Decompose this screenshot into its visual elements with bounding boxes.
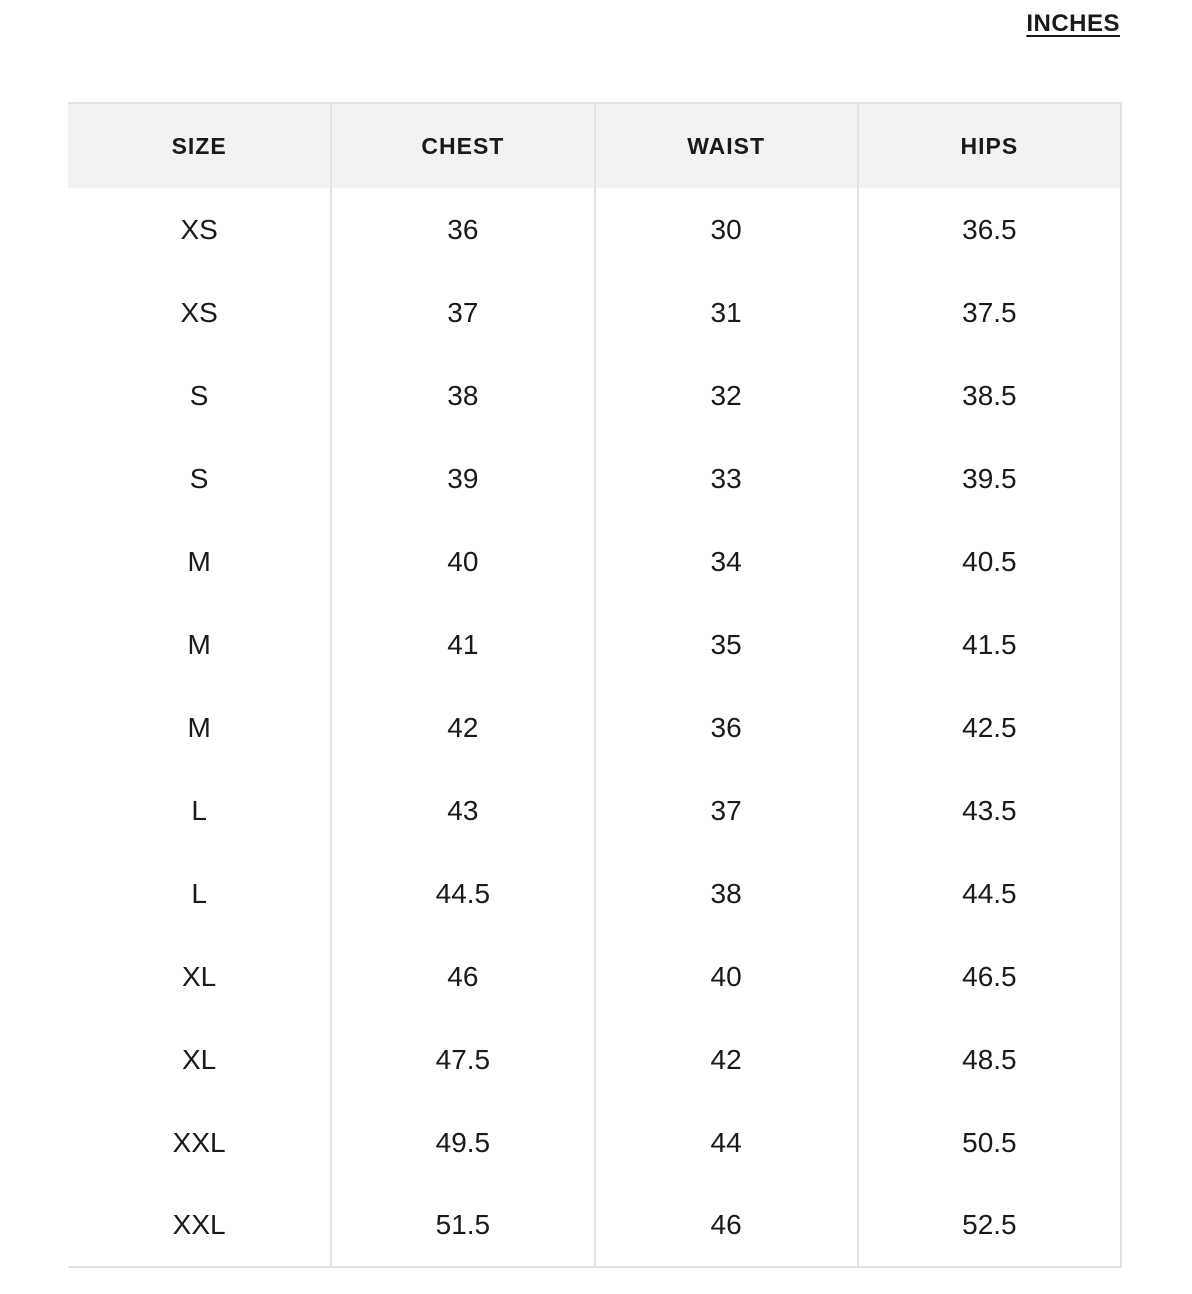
cell-hips: 39.5 xyxy=(858,437,1121,520)
cell-size: XXL xyxy=(172,1126,226,1158)
cell-chest: 51.5 xyxy=(331,1184,594,1267)
cell-chest: 36 xyxy=(331,188,594,271)
header-hips: HIPS xyxy=(858,103,1121,188)
cell-waist: 31 xyxy=(595,271,858,354)
cell-waist: 36 xyxy=(595,686,858,769)
cell-waist: 42 xyxy=(595,1018,858,1101)
cell-size: M xyxy=(187,711,211,743)
cell-waist: 30 xyxy=(595,188,858,271)
cell-chest: 40 xyxy=(331,520,594,603)
cell-chest: 38 xyxy=(331,354,594,437)
table-row xyxy=(68,271,1121,354)
cell-hips: 40.5 xyxy=(858,520,1121,603)
cell-size: M xyxy=(187,628,211,660)
cell-waist: 37 xyxy=(595,769,858,852)
cell-chest: 42 xyxy=(331,686,594,769)
unit-toggle-link[interactable]: INCHES xyxy=(1026,10,1120,37)
table-row xyxy=(68,603,1121,686)
cell-chest: 41 xyxy=(331,603,594,686)
cell-hips: 42.5 xyxy=(858,686,1121,769)
cell-hips: 37.5 xyxy=(858,271,1121,354)
table-header-row xyxy=(68,103,1121,188)
header-chest: CHEST xyxy=(331,103,594,188)
cell-size: XL xyxy=(182,1043,217,1075)
cell-chest: 43 xyxy=(331,769,594,852)
header-waist: WAIST xyxy=(595,103,858,188)
cell-hips: 52.5 xyxy=(858,1184,1121,1267)
cell-chest: 37 xyxy=(331,271,594,354)
cell-size: L xyxy=(191,794,207,826)
cell-chest: 44.5 xyxy=(331,852,594,935)
cell-hips: 38.5 xyxy=(858,354,1121,437)
table-row xyxy=(68,686,1121,769)
cell-size: M xyxy=(187,545,211,577)
cell-waist: 34 xyxy=(595,520,858,603)
cell-waist: 44 xyxy=(595,1101,858,1184)
table-row xyxy=(68,852,1121,935)
cell-hips: 43.5 xyxy=(858,769,1121,852)
cell-size: S xyxy=(189,462,209,494)
cell-hips: 41.5 xyxy=(858,603,1121,686)
cell-waist: 38 xyxy=(595,852,858,935)
table-row xyxy=(68,437,1121,520)
table-row xyxy=(68,354,1121,437)
cell-chest: 49.5 xyxy=(331,1101,594,1184)
cell-size: S xyxy=(189,379,209,411)
table-row xyxy=(68,1184,1121,1267)
cell-hips: 46.5 xyxy=(858,935,1121,1018)
cell-hips: 44.5 xyxy=(858,852,1121,935)
cell-hips: 48.5 xyxy=(858,1018,1121,1101)
cell-waist: 32 xyxy=(595,354,858,437)
table-row xyxy=(68,520,1121,603)
cell-hips: 50.5 xyxy=(858,1101,1121,1184)
cell-waist: 35 xyxy=(595,603,858,686)
cell-chest: 47.5 xyxy=(331,1018,594,1101)
table-body xyxy=(68,188,1121,1267)
cell-size: L xyxy=(191,877,207,909)
cell-waist: 40 xyxy=(595,935,858,1018)
cell-size: XS xyxy=(180,296,218,328)
cell-size: XL xyxy=(182,960,217,992)
table-row xyxy=(68,188,1121,271)
cell-size: XS xyxy=(180,213,218,245)
size-chart xyxy=(68,102,1122,1268)
cell-waist: 33 xyxy=(595,437,858,520)
cell-hips: 36.5 xyxy=(858,188,1121,271)
table-row xyxy=(68,935,1121,1018)
table-row xyxy=(68,1101,1121,1184)
table-row xyxy=(68,769,1121,852)
table-row xyxy=(68,1018,1121,1101)
header-size: SIZE xyxy=(68,103,331,188)
cell-size: XXL xyxy=(68,1184,331,1267)
cell-chest: 39 xyxy=(331,437,594,520)
size-table xyxy=(68,102,1122,1268)
cell-chest: 46 xyxy=(331,935,594,1018)
cell-waist: 46 xyxy=(595,1184,858,1267)
